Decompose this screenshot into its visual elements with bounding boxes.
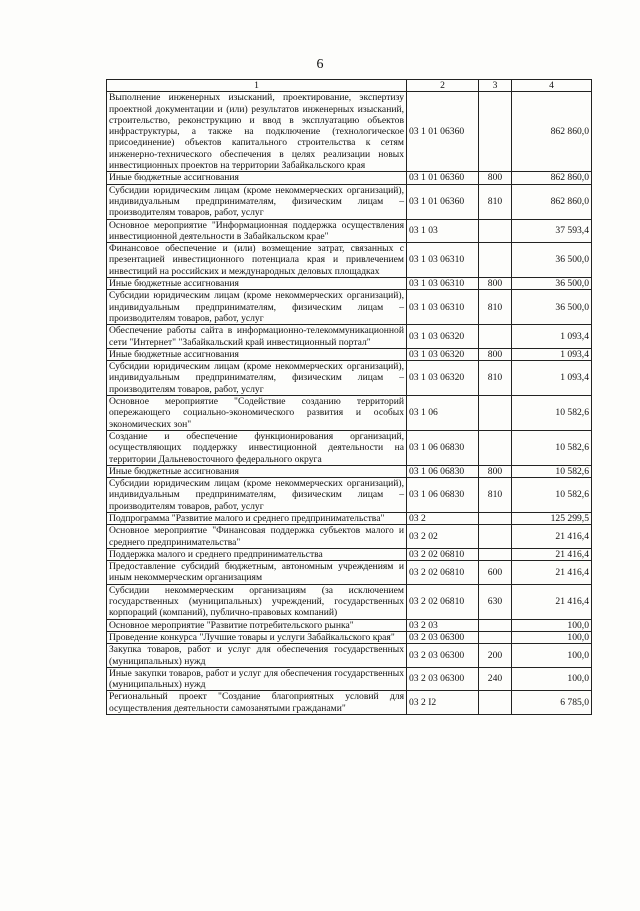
- row-type-cell: [479, 243, 512, 278]
- row-name-cell: Поддержка малого и среднего предпринимательства: [107, 548, 407, 560]
- table-row: [107, 561, 592, 585]
- table-row: [107, 465, 592, 477]
- row-amount-cell: 36 500,0: [512, 278, 592, 290]
- row-code-cell: 03 1 06: [407, 396, 479, 431]
- table-row: [107, 667, 592, 691]
- table-row: [107, 361, 592, 396]
- row-name-cell: Закупка товаров, работ и услуг для обеспечения государственных (муниципальных) нужд: [107, 644, 407, 668]
- row-amount-cell: 125 299,5: [512, 512, 592, 524]
- col-header-type: 3: [479, 80, 512, 92]
- row-code-cell: 03 1 06 06830: [407, 478, 479, 513]
- row-amount-cell: 10 582,6: [512, 465, 592, 477]
- row-amount-cell: 21 416,4: [512, 548, 592, 560]
- table-row: [107, 478, 592, 513]
- row-code-cell: 03 1 03 06310: [407, 278, 479, 290]
- row-amount-cell: 100,0: [512, 667, 592, 691]
- row-type-cell: 810: [479, 478, 512, 513]
- col-header-amount: 4: [512, 80, 592, 92]
- row-amount-cell: 10 582,6: [512, 478, 592, 513]
- row-type-cell: [479, 525, 512, 549]
- row-type-cell: 810: [479, 361, 512, 396]
- row-code-cell: 03 2 03 06300: [407, 667, 479, 691]
- row-code-cell: 03 1 03 06310: [407, 243, 479, 278]
- row-type-cell: 200: [479, 644, 512, 668]
- table-row: [107, 92, 592, 172]
- row-code-cell: 03 1 03 06320: [407, 325, 479, 349]
- table-row: [107, 348, 592, 360]
- row-name-cell: Обеспечение работы сайта в информационно-телекоммуникационной сети "Интернет" "Забайкальский край инвестиционный портал": [107, 325, 407, 349]
- table-row: [107, 512, 592, 524]
- row-type-cell: [479, 396, 512, 431]
- row-name-cell: Субсидии юридическим лицам (кроме некоммерческих организаций), индивидуальным предпринимателям, физическим лицам – производителям товаров, работ, услуг: [107, 184, 407, 219]
- row-name-cell: Иные бюджетные ассигнования: [107, 465, 407, 477]
- row-name-cell: Иные закупки товаров, работ и услуг для обеспечения государственных (муниципальных) нужд: [107, 667, 407, 691]
- row-name-cell: Иные бюджетные ассигнования: [107, 278, 407, 290]
- page-number: 6: [316, 57, 324, 72]
- row-code-cell: 03 2 02 06810: [407, 548, 479, 560]
- header-row: [107, 80, 592, 92]
- row-type-cell: [479, 92, 512, 172]
- table-row: [107, 584, 592, 619]
- row-amount-cell: 36 500,0: [512, 290, 592, 325]
- table-row: [107, 644, 592, 668]
- row-amount-cell: 100,0: [512, 619, 592, 631]
- row-amount-cell: 862 860,0: [512, 184, 592, 219]
- row-amount-cell: 1 093,4: [512, 348, 592, 360]
- row-type-cell: 630: [479, 584, 512, 619]
- table-row: [107, 243, 592, 278]
- row-type-cell: 600: [479, 561, 512, 585]
- table-row: [107, 172, 592, 184]
- row-code-cell: 03 1 03: [407, 219, 479, 243]
- row-name-cell: Региональный проект "Создание благоприятных условий для осуществления деятельности самозанятыми гражданами": [107, 691, 407, 715]
- row-code-cell: 03 1 03 06320: [407, 361, 479, 396]
- row-amount-cell: 21 416,4: [512, 561, 592, 585]
- row-name-cell: Основное мероприятие "Содействие созданию территорий опережающего социально-экономического развития и особых экономических зон": [107, 396, 407, 431]
- row-amount-cell: 10 582,6: [512, 396, 592, 431]
- table-row: [107, 430, 592, 465]
- row-name-cell: Иные бюджетные ассигнования: [107, 172, 407, 184]
- row-code-cell: 03 2 02: [407, 525, 479, 549]
- row-amount-cell: 6 785,0: [512, 691, 592, 715]
- row-type-cell: 800: [479, 348, 512, 360]
- row-amount-cell: 36 500,0: [512, 243, 592, 278]
- row-amount-cell: 1 093,4: [512, 361, 592, 396]
- row-type-cell: [479, 619, 512, 631]
- row-code-cell: 03 1 06 06830: [407, 430, 479, 465]
- row-amount-cell: 10 582,6: [512, 430, 592, 465]
- row-code-cell: 03 2 I2: [407, 691, 479, 715]
- row-code-cell: 03 2 03 06300: [407, 644, 479, 668]
- row-amount-cell: 1 093,4: [512, 325, 592, 349]
- row-code-cell: 03 2 03 06300: [407, 631, 479, 643]
- row-code-cell: 03 1 03 06310: [407, 290, 479, 325]
- row-name-cell: Создание и обеспечение функционирования организаций, осуществляющих поддержку инвестиционной деятельности на территории Дальневосточного федерального округа: [107, 430, 407, 465]
- col-header-name: 1: [107, 80, 407, 92]
- row-name-cell: Финансовое обеспечение и (или) возмещение затрат, связанных с презентацией инвестиционного потенциала края и привлечением инвестиций на российских и международных деловых площадках: [107, 243, 407, 278]
- row-type-cell: [479, 325, 512, 349]
- row-name-cell: Проведение конкурса "Лучшие товары и услуги Забайкальского края": [107, 631, 407, 643]
- col-header-code: 2: [407, 80, 479, 92]
- table-row: [107, 325, 592, 349]
- table-row: [107, 631, 592, 643]
- table-row: [107, 691, 592, 715]
- table-row: [107, 290, 592, 325]
- row-amount-cell: 862 860,0: [512, 172, 592, 184]
- row-type-cell: 800: [479, 172, 512, 184]
- row-amount-cell: 862 860,0: [512, 92, 592, 172]
- row-name-cell: Основное мероприятие "Развитие потребительского рынка": [107, 619, 407, 631]
- row-name-cell: Основное мероприятие "Финансовая поддержка субъектов малого и среднего предпринимательства": [107, 525, 407, 549]
- row-name-cell: Иные бюджетные ассигнования: [107, 348, 407, 360]
- row-code-cell: 03 2 02 06810: [407, 561, 479, 585]
- row-type-cell: 810: [479, 184, 512, 219]
- row-code-cell: 03 2 02 06810: [407, 584, 479, 619]
- row-name-cell: Предоставление субсидий бюджетным, автономным учреждениям и иным некоммерческим организациям: [107, 561, 407, 585]
- row-name-cell: Выполнение инженерных изысканий, проектирование, экспертизу проектной документации и (или) результатов инженерных изысканий, строительство, реконструкцию и ввод в эксплуатацию объектов инфраструктуры, а также на подключение (технологическое присоединение) объектов капитального строительства к сетям инженерно-технического обеспечения в целях реализации новых инвестиционных проектов на территории Забайкальского края: [107, 92, 407, 172]
- row-amount-cell: 37 593,4: [512, 219, 592, 243]
- row-name-cell: Подпрограмма "Развитие малого и среднего предпринимательства": [107, 512, 407, 524]
- table-row: [107, 525, 592, 549]
- table-row: [107, 548, 592, 560]
- row-type-cell: 800: [479, 278, 512, 290]
- row-type-cell: [479, 512, 512, 524]
- table-row: [107, 219, 592, 243]
- row-code-cell: 03 2: [407, 512, 479, 524]
- row-type-cell: 800: [479, 465, 512, 477]
- row-code-cell: 03 1 06 06830: [407, 465, 479, 477]
- row-name-cell: Субсидии юридическим лицам (кроме некоммерческих организаций), индивидуальным предпринимателям, физическим лицам – производителям товаров, работ, услуг: [107, 290, 407, 325]
- row-amount-cell: 21 416,4: [512, 525, 592, 549]
- row-type-cell: [479, 691, 512, 715]
- row-code-cell: 03 1 01 06360: [407, 184, 479, 219]
- row-code-cell: 03 1 03 06320: [407, 348, 479, 360]
- row-amount-cell: 21 416,4: [512, 584, 592, 619]
- row-type-cell: [479, 430, 512, 465]
- row-code-cell: 03 1 01 06360: [407, 92, 479, 172]
- row-type-cell: [479, 631, 512, 643]
- table-row: [107, 184, 592, 219]
- row-type-cell: 810: [479, 290, 512, 325]
- row-amount-cell: 100,0: [512, 631, 592, 643]
- row-code-cell: 03 2 03: [407, 619, 479, 631]
- row-amount-cell: 100,0: [512, 644, 592, 668]
- row-name-cell: Субсидии юридическим лицам (кроме некоммерческих организаций), индивидуальным предпринимателям, физическим лицам – производителям товаров, работ, услуг: [107, 478, 407, 513]
- row-type-cell: [479, 548, 512, 560]
- row-name-cell: Субсидии юридическим лицам (кроме некоммерческих организаций), индивидуальным предпринимателям, физическим лицам – производителям товаров, работ, услуг: [107, 361, 407, 396]
- row-name-cell: Основное мероприятие "Информационная поддержка осуществления инвестиционной деятельности в Забайкальском крае": [107, 219, 407, 243]
- row-code-cell: 03 1 01 06360: [407, 172, 479, 184]
- budget-table: [106, 79, 592, 715]
- row-type-cell: [479, 219, 512, 243]
- row-name-cell: Субсидии некоммерческим организациям (за исключением государственных (муниципальных) учреждений, государственных корпораций (компаний), публично-правовых компаний): [107, 584, 407, 619]
- table-row: [107, 278, 592, 290]
- table-row: [107, 396, 592, 431]
- table-row: [107, 619, 592, 631]
- row-type-cell: 240: [479, 667, 512, 691]
